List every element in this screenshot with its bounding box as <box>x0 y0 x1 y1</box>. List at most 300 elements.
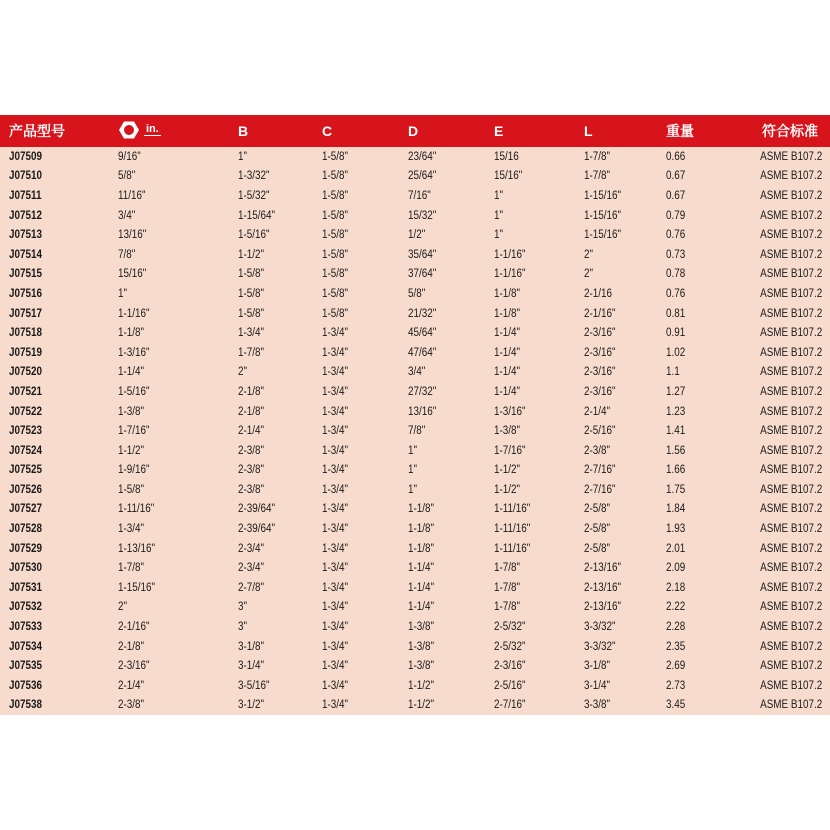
standard-cell <box>730 206 830 226</box>
c-cell-text: 1-3/4" <box>322 660 349 673</box>
standard-cell <box>730 421 830 441</box>
d-cell <box>408 441 494 461</box>
b-cell-text: 2-3/4" <box>238 562 265 575</box>
header-b: B <box>238 123 249 139</box>
l-cell-text: 1-15/16" <box>584 229 622 242</box>
model-cell <box>0 441 118 461</box>
model-cell-text: J07517 <box>9 307 43 320</box>
b-cell-text: 3-1/4" <box>238 660 265 673</box>
b-cell-text: 1-15/64" <box>238 209 276 222</box>
size-cell <box>118 402 238 422</box>
d-cell <box>408 245 494 265</box>
size-cell <box>118 304 238 324</box>
b-cell <box>238 186 322 206</box>
model-cell <box>0 676 118 696</box>
c-cell <box>322 323 408 343</box>
e-cell <box>494 539 584 559</box>
model-cell <box>0 147 118 167</box>
weight-cell <box>666 558 730 578</box>
e-cell <box>494 402 584 422</box>
weight-cell-text: 0.66 <box>666 150 686 163</box>
model-cell-text: J07533 <box>9 621 43 634</box>
size-cell <box>118 382 238 402</box>
table-row <box>0 284 830 304</box>
d-cell-text: 1-1/4" <box>408 562 435 575</box>
c-cell-text: 1-5/8" <box>322 229 349 242</box>
c-cell-text: 1-3/4" <box>322 503 349 516</box>
weight-cell <box>666 676 730 696</box>
b-cell-text: 1-5/8" <box>238 287 265 300</box>
l-cell <box>584 519 666 539</box>
d-cell <box>408 186 494 206</box>
model-cell <box>0 343 118 363</box>
b-cell-text: 2-3/4" <box>238 542 265 555</box>
weight-cell-text: 1.02 <box>666 346 686 359</box>
e-cell-text: 1-1/4" <box>494 366 521 379</box>
l-cell-text: 1-7/8" <box>584 170 611 183</box>
standard-cell-text: ASME B107.2 <box>759 287 822 300</box>
model-cell-text: J07510 <box>9 170 43 183</box>
l-cell-text: 2-13/16" <box>584 601 622 614</box>
d-cell-text: 37/64" <box>408 268 437 281</box>
weight-cell <box>666 265 730 285</box>
size-cell <box>118 225 238 245</box>
l-cell <box>584 539 666 559</box>
d-cell <box>408 304 494 324</box>
size-cell <box>118 147 238 167</box>
weight-cell-text: 2.69 <box>666 660 686 673</box>
header-size <box>118 115 238 147</box>
c-cell <box>322 225 408 245</box>
e-cell-text: 1-1/4" <box>494 327 521 340</box>
c-cell-text: 1-5/8" <box>322 170 349 183</box>
table-row <box>0 363 830 383</box>
e-cell <box>494 598 584 618</box>
model-cell-text: J07512 <box>9 209 43 222</box>
standard-cell <box>730 598 830 618</box>
e-cell-text: 1-11/16" <box>494 523 531 536</box>
d-cell-text: 1-1/2" <box>408 699 435 712</box>
l-cell <box>584 676 666 696</box>
b-cell-text: 3" <box>238 621 248 634</box>
d-cell-text: 1-1/2" <box>408 679 435 692</box>
table-row <box>0 421 830 441</box>
standard-cell <box>730 186 830 206</box>
model-cell-text: J07527 <box>9 503 43 516</box>
l-cell <box>584 558 666 578</box>
standard-cell <box>730 441 830 461</box>
c-cell <box>322 598 408 618</box>
c-cell-text: 1-3/4" <box>322 640 349 653</box>
b-cell-text: 2-39/64" <box>238 503 276 516</box>
d-cell <box>408 480 494 500</box>
size-cell-text: 1-5/8" <box>118 483 145 496</box>
b-cell <box>238 578 322 598</box>
weight-cell <box>666 304 730 324</box>
b-cell-text: 1-5/8" <box>238 268 265 281</box>
size-cell-text: 1-13/16" <box>118 542 156 555</box>
weight-cell <box>666 461 730 481</box>
size-cell-text: 7/8" <box>118 248 136 261</box>
d-cell <box>408 323 494 343</box>
e-cell <box>494 637 584 657</box>
size-cell <box>118 519 238 539</box>
model-cell <box>0 637 118 657</box>
b-cell-text: 1-3/32" <box>238 170 270 183</box>
b-cell-text: 2-3/8" <box>238 464 265 477</box>
b-cell-text: 1-1/2" <box>238 248 265 261</box>
d-cell-text: 15/32" <box>408 209 437 222</box>
b-cell-text: 3-5/16" <box>238 679 270 692</box>
l-cell <box>584 500 666 520</box>
c-cell <box>322 206 408 226</box>
weight-cell-text: 0.81 <box>666 307 686 320</box>
weight-cell-text: 0.67 <box>666 170 686 183</box>
table-row <box>0 206 830 226</box>
weight-cell-text: 0.76 <box>666 287 686 300</box>
weight-cell <box>666 167 730 187</box>
e-cell-text: 1" <box>494 209 504 222</box>
d-cell-text: 13/16" <box>408 405 437 418</box>
d-cell <box>408 461 494 481</box>
b-cell-text: 2-1/4" <box>238 425 265 438</box>
weight-cell-text: 2.01 <box>666 542 686 555</box>
model-cell-text: J07514 <box>9 248 43 261</box>
l-cell <box>584 363 666 383</box>
e-cell-text: 1-1/16" <box>494 248 526 261</box>
e-cell <box>494 558 584 578</box>
table-row <box>0 519 830 539</box>
c-cell <box>322 421 408 441</box>
d-cell-text: 3/4" <box>408 366 426 379</box>
standard-cell <box>730 245 830 265</box>
e-cell <box>494 343 584 363</box>
weight-cell <box>666 245 730 265</box>
table-row <box>0 304 830 324</box>
weight-cell-text: 1.56 <box>666 444 686 457</box>
c-cell-text: 1-3/4" <box>322 444 349 457</box>
size-cell <box>118 265 238 285</box>
c-cell <box>322 676 408 696</box>
standard-cell <box>730 363 830 383</box>
standard-cell <box>730 382 830 402</box>
e-cell-text: 1-1/2" <box>494 483 521 496</box>
standard-cell-text: ASME B107.2 <box>759 660 822 673</box>
model-cell <box>0 617 118 637</box>
weight-cell-text: 0.79 <box>666 209 686 222</box>
c-cell-text: 1-5/8" <box>322 307 349 320</box>
weight-cell-text: 1.93 <box>666 523 686 536</box>
b-cell <box>238 696 322 716</box>
d-cell-text: 27/32" <box>408 385 437 398</box>
c-cell <box>322 147 408 167</box>
table-row <box>0 598 830 618</box>
size-unit-label: in. <box>146 123 159 135</box>
b-cell <box>238 461 322 481</box>
c-cell <box>322 578 408 598</box>
b-cell <box>238 265 322 285</box>
model-cell-text: J07522 <box>9 405 43 418</box>
b-cell-text: 1" <box>238 150 248 163</box>
b-cell <box>238 284 322 304</box>
model-cell-text: J07521 <box>9 385 43 398</box>
l-cell-text: 1-15/16" <box>584 209 622 222</box>
d-cell-text: 5/8" <box>408 287 426 300</box>
b-cell-text: 1-5/32" <box>238 189 270 202</box>
l-cell-text: 2-1/4" <box>584 405 611 418</box>
b-cell <box>238 323 322 343</box>
size-cell-text: 1-1/4" <box>118 366 145 379</box>
e-cell-text: 1-1/8" <box>494 307 521 320</box>
size-cell <box>118 323 238 343</box>
standard-cell-text: ASME B107.2 <box>759 621 822 634</box>
standard-cell <box>730 461 830 481</box>
size-cell <box>118 206 238 226</box>
d-cell <box>408 382 494 402</box>
table-row <box>0 382 830 402</box>
e-cell-text: 15/16 <box>494 150 519 163</box>
size-cell <box>118 343 238 363</box>
b-cell-text: 1-5/16" <box>238 229 270 242</box>
table-row <box>0 480 830 500</box>
standard-cell-text: ASME B107.2 <box>759 679 822 692</box>
standard-cell <box>730 225 830 245</box>
model-cell-text: J07509 <box>9 150 43 163</box>
standard-cell-text: ASME B107.2 <box>759 562 822 575</box>
standard-cell <box>730 323 830 343</box>
d-cell-text: 1" <box>408 483 418 496</box>
model-cell-text: J07538 <box>9 699 43 712</box>
d-cell <box>408 343 494 363</box>
table-row <box>0 578 830 598</box>
c-cell <box>322 284 408 304</box>
d-cell <box>408 147 494 167</box>
l-cell <box>584 147 666 167</box>
l-cell-text: 2-5/8" <box>584 542 611 555</box>
weight-cell-text: 2.18 <box>666 581 686 594</box>
l-cell <box>584 421 666 441</box>
model-cell <box>0 461 118 481</box>
l-cell-text: 2-7/16" <box>584 464 616 477</box>
c-cell <box>322 167 408 187</box>
c-cell-text: 1-3/4" <box>322 483 349 496</box>
size-cell-text: 1" <box>118 287 128 300</box>
table-row <box>0 323 830 343</box>
l-cell-text: 3-3/32" <box>584 621 616 634</box>
c-cell <box>322 539 408 559</box>
standard-cell-text: ASME B107.2 <box>759 209 822 222</box>
b-cell <box>238 304 322 324</box>
c-cell <box>322 617 408 637</box>
weight-cell-text: 2.09 <box>666 562 686 575</box>
l-cell-text: 2-5/16" <box>584 425 616 438</box>
standard-cell-text: ASME B107.2 <box>759 307 822 320</box>
d-cell <box>408 284 494 304</box>
model-cell <box>0 539 118 559</box>
standard-cell-text: ASME B107.2 <box>759 385 822 398</box>
b-cell <box>238 441 322 461</box>
c-cell <box>322 363 408 383</box>
table-row <box>0 696 830 716</box>
e-cell <box>494 696 584 716</box>
standard-cell-text: ASME B107.2 <box>759 581 822 594</box>
b-cell-text: 2-1/8" <box>238 405 265 418</box>
l-cell-text: 3-1/8" <box>584 660 611 673</box>
e-cell <box>494 461 584 481</box>
model-cell <box>0 284 118 304</box>
model-cell <box>0 363 118 383</box>
l-cell <box>584 167 666 187</box>
e-cell-text: 2-7/16" <box>494 699 526 712</box>
e-cell <box>494 167 584 187</box>
header-l: L <box>584 123 593 139</box>
weight-cell <box>666 519 730 539</box>
e-cell <box>494 578 584 598</box>
l-cell-text: 2-5/8" <box>584 503 611 516</box>
l-cell <box>584 382 666 402</box>
model-cell <box>0 206 118 226</box>
size-cell <box>118 676 238 696</box>
c-cell-text: 1-3/4" <box>322 425 349 438</box>
c-cell-text: 1-3/4" <box>322 542 349 555</box>
b-cell <box>238 402 322 422</box>
header-weight: 重量 <box>666 123 694 139</box>
l-cell-text: 2-3/16" <box>584 385 616 398</box>
l-cell-text: 1-7/8" <box>584 150 611 163</box>
standard-cell <box>730 696 830 716</box>
table-row <box>0 245 830 265</box>
size-cell-text: 11/16" <box>118 189 146 202</box>
weight-cell-text: 0.67 <box>666 189 686 202</box>
weight-cell <box>666 343 730 363</box>
c-cell <box>322 637 408 657</box>
l-cell-text: 2-13/16" <box>584 562 622 575</box>
e-cell <box>494 206 584 226</box>
l-cell <box>584 245 666 265</box>
b-cell-text: 2-3/8" <box>238 444 265 457</box>
e-cell-text: 2-5/16" <box>494 679 526 692</box>
model-cell <box>0 578 118 598</box>
d-cell <box>408 656 494 676</box>
standard-cell-text: ASME B107.2 <box>759 189 822 202</box>
c-cell-text: 1-3/4" <box>322 385 349 398</box>
size-cell <box>118 186 238 206</box>
l-cell-text: 2-3/16" <box>584 366 616 379</box>
d-cell <box>408 167 494 187</box>
weight-cell <box>666 617 730 637</box>
d-cell-text: 1/2" <box>408 229 426 242</box>
e-cell-text: 1-1/8" <box>494 287 521 300</box>
b-cell <box>238 480 322 500</box>
l-cell <box>584 304 666 324</box>
l-cell-text: 2" <box>584 248 594 261</box>
b-cell <box>238 382 322 402</box>
model-cell <box>0 265 118 285</box>
l-cell <box>584 265 666 285</box>
standard-cell <box>730 343 830 363</box>
d-cell <box>408 363 494 383</box>
weight-cell-text: 1.75 <box>666 483 686 496</box>
size-cell-text: 1-1/16" <box>118 307 150 320</box>
weight-cell <box>666 637 730 657</box>
standard-cell <box>730 167 830 187</box>
l-cell-text: 1-15/16" <box>584 189 622 202</box>
model-cell <box>0 558 118 578</box>
e-cell-text: 1-7/8" <box>494 581 521 594</box>
d-cell-text: 1-1/8" <box>408 523 435 536</box>
size-cell-text: 1-15/16" <box>118 581 156 594</box>
size-cell-text: 1-3/8" <box>118 405 145 418</box>
c-cell <box>322 402 408 422</box>
size-cell-text: 1-7/16" <box>118 425 150 438</box>
size-cell-text: 1-3/16" <box>118 346 150 359</box>
size-cell <box>118 284 238 304</box>
table-row <box>0 225 830 245</box>
d-cell <box>408 558 494 578</box>
table-row <box>0 167 830 187</box>
l-cell-text: 2-1/16 <box>584 287 613 300</box>
size-cell <box>118 656 238 676</box>
model-cell <box>0 402 118 422</box>
table-row <box>0 676 830 696</box>
weight-cell-text: 3.45 <box>666 699 686 712</box>
weight-cell-text: 0.76 <box>666 229 686 242</box>
model-cell-text: J07520 <box>9 366 43 379</box>
standard-cell <box>730 284 830 304</box>
weight-cell <box>666 696 730 716</box>
size-cell <box>118 598 238 618</box>
standard-cell <box>730 147 830 167</box>
l-cell <box>584 441 666 461</box>
d-cell-text: 7/8" <box>408 425 426 438</box>
c-cell <box>322 656 408 676</box>
standard-cell-text: ASME B107.2 <box>759 170 822 183</box>
b-cell <box>238 598 322 618</box>
standard-cell <box>730 617 830 637</box>
standard-cell <box>730 519 830 539</box>
d-cell <box>408 225 494 245</box>
size-cell-text: 13/16" <box>118 229 147 242</box>
table-header-row <box>0 115 830 147</box>
d-cell-text: 1-3/8" <box>408 640 435 653</box>
weight-cell-text: 1.66 <box>666 464 686 477</box>
e-cell <box>494 617 584 637</box>
model-cell-text: J07531 <box>9 581 43 594</box>
c-cell-text: 1-3/4" <box>322 366 349 379</box>
c-cell-text: 1-3/4" <box>322 405 349 418</box>
socket-spec-table <box>0 115 830 715</box>
d-cell-text: 47/64" <box>408 346 437 359</box>
d-cell-text: 7/16" <box>408 189 431 202</box>
size-cell-text: 2-1/8" <box>118 640 145 653</box>
weight-cell <box>666 578 730 598</box>
header-model: 产品型号 <box>9 123 65 139</box>
table-row <box>0 656 830 676</box>
e-cell-text: 1" <box>494 189 504 202</box>
weight-cell-text: 2.28 <box>666 621 686 634</box>
size-cell <box>118 363 238 383</box>
size-cell <box>118 461 238 481</box>
d-cell <box>408 637 494 657</box>
c-cell <box>322 304 408 324</box>
standard-cell-text: ASME B107.2 <box>759 248 822 261</box>
size-cell-text: 3/4" <box>118 209 136 222</box>
e-cell <box>494 500 584 520</box>
size-cell <box>118 480 238 500</box>
table-row <box>0 500 830 520</box>
standard-cell-text: ASME B107.2 <box>759 150 822 163</box>
model-cell-text: J07528 <box>9 523 43 536</box>
